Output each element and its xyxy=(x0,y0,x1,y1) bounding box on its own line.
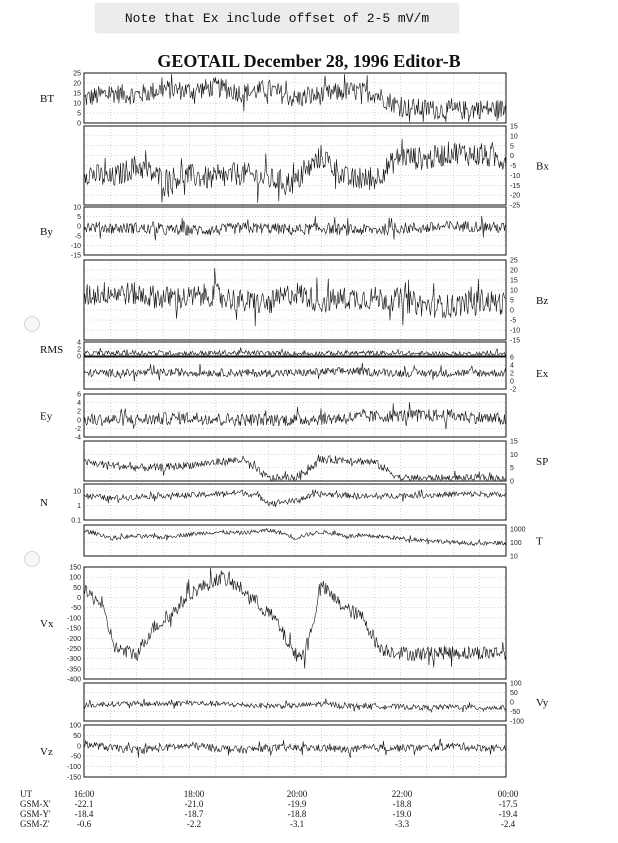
tick-label: 20 xyxy=(510,267,518,275)
tick-label: 0 xyxy=(510,478,514,486)
panel-grid xyxy=(84,525,506,556)
tick-label: 10 xyxy=(73,100,81,108)
tick-label: -4 xyxy=(74,434,81,442)
tick-label: -15 xyxy=(510,182,521,190)
axis-row-value: -3.3 xyxy=(394,819,410,829)
tick-label: 6 xyxy=(510,354,514,362)
panel-label: Ex xyxy=(536,368,549,380)
tick-label: 5 xyxy=(77,214,81,222)
series-line xyxy=(84,490,506,508)
tick-label: -25 xyxy=(510,202,521,210)
axis-row-value: 22:00 xyxy=(391,789,413,799)
tick-label: 20 xyxy=(73,80,81,88)
series-line xyxy=(84,139,506,203)
tick-label: 0 xyxy=(77,417,81,425)
tick-label: 2 xyxy=(77,408,81,416)
tick-label: 15 xyxy=(510,277,518,285)
x-axis-table xyxy=(20,789,519,829)
tick-label: 25 xyxy=(73,70,81,78)
tick-label: 10 xyxy=(510,287,518,295)
panel-grid xyxy=(84,441,506,481)
axis-row-value: -19.0 xyxy=(392,809,412,819)
tick-label: -350 xyxy=(66,666,81,674)
tick-label: 0 xyxy=(77,120,81,128)
tick-label: -5 xyxy=(510,163,517,170)
tick-label: -100 xyxy=(66,764,81,772)
chart-title: GEOTAIL December 28, 1996 Editor-B xyxy=(157,51,461,71)
tick-label: 1 xyxy=(77,502,81,510)
panel-label: Bx xyxy=(536,160,549,173)
axis-row-value: -18.7 xyxy=(184,809,204,819)
tick-label: -50 xyxy=(70,753,81,761)
tick-label: -5 xyxy=(74,233,81,241)
tick-label: 15 xyxy=(510,438,518,446)
panel-ex xyxy=(84,355,549,394)
tick-label: 0 xyxy=(77,223,81,231)
panel-label: RMS xyxy=(40,344,64,356)
tick-label: 1000 xyxy=(510,526,526,534)
tick-label: 0 xyxy=(77,353,81,361)
tick-label: 5 xyxy=(77,110,81,118)
panel-ey xyxy=(40,392,506,442)
tick-label: 10 xyxy=(510,553,518,561)
panel-label: SP xyxy=(536,456,549,468)
tick-label: 4 xyxy=(77,339,81,347)
panel-t xyxy=(84,525,543,561)
panel-grid xyxy=(84,260,506,340)
tick-label: 2 xyxy=(77,346,81,354)
tick-label: 0 xyxy=(77,595,81,603)
axis-row-value: -2.2 xyxy=(186,819,202,829)
tick-label: 150 xyxy=(69,564,81,572)
tick-label: 6 xyxy=(77,391,81,399)
tick-label: -150 xyxy=(66,774,81,782)
panel-vy xyxy=(84,681,549,726)
tick-label: -2 xyxy=(510,386,517,394)
tick-label: -10 xyxy=(510,172,521,180)
tick-label: 100 xyxy=(510,680,522,688)
panel-bx xyxy=(84,124,549,210)
offset-note: Note that Ex include offset of 2-5 mV/m xyxy=(96,4,458,32)
tick-label: 50 xyxy=(73,584,81,592)
tick-label: 10 xyxy=(73,204,81,212)
tick-label: -15 xyxy=(510,337,521,345)
tick-label: -50 xyxy=(70,605,81,613)
tick-label: 0 xyxy=(510,699,514,707)
panel-n xyxy=(40,484,506,525)
tick-label: 100 xyxy=(69,574,81,582)
panel-label: T xyxy=(536,535,543,548)
axis-row-label: GSM-X' xyxy=(20,799,51,809)
axis-row-value: -3.1 xyxy=(289,819,305,829)
tick-label: 5 xyxy=(510,143,514,151)
axis-row-value: -2.4 xyxy=(500,819,516,829)
tick-label: -20 xyxy=(510,192,521,200)
axis-row-value: 16:00 xyxy=(73,789,95,799)
panel-by xyxy=(40,205,506,260)
panel-sp xyxy=(84,439,548,486)
tick-label: 0 xyxy=(77,743,81,751)
tick-label: -5 xyxy=(510,317,517,325)
tick-label: -150 xyxy=(66,625,81,633)
panel-label: BT xyxy=(40,93,55,105)
axis-row-value: -22.1 xyxy=(74,799,94,809)
tick-label: -50 xyxy=(510,709,521,716)
tick-label: -400 xyxy=(66,676,81,684)
tick-label: 4 xyxy=(510,362,514,370)
tick-label: -15 xyxy=(70,252,81,260)
tick-label: 10 xyxy=(510,133,518,141)
tick-label: 0 xyxy=(510,307,514,315)
tick-label: -250 xyxy=(66,645,81,653)
axis-row-value: -21.0 xyxy=(184,799,204,809)
axis-row-value: -18.8 xyxy=(287,809,307,819)
tick-label: 2 xyxy=(510,370,514,378)
axis-row-label: UT xyxy=(20,789,32,799)
tick-label: 5 xyxy=(510,297,514,305)
tick-label: 0 xyxy=(510,153,514,161)
axis-row-value: -19.9 xyxy=(287,799,307,809)
panel-label: Vz xyxy=(40,746,53,758)
panel-label: By xyxy=(40,226,53,238)
panel-grid xyxy=(84,567,506,679)
tick-label: 10 xyxy=(73,488,81,496)
axis-row-value: -0.6 xyxy=(76,819,92,829)
tick-label: 0 xyxy=(510,378,514,386)
panel-bt xyxy=(40,71,506,128)
tick-label: -300 xyxy=(66,656,81,664)
panel-label: Vy xyxy=(536,697,549,709)
tick-label: -100 xyxy=(66,615,81,623)
panel-label: Bz xyxy=(536,295,549,307)
panel-label: N xyxy=(40,497,48,509)
tick-label: 100 xyxy=(510,540,522,548)
tick-label: 0.1 xyxy=(71,517,81,525)
tick-label: -10 xyxy=(70,242,81,250)
tick-label: 50 xyxy=(73,732,81,740)
axis-row-value: -18.4 xyxy=(74,809,94,819)
panel-frame xyxy=(84,567,506,679)
axis-row-value: 00:00 xyxy=(497,789,519,799)
series-line xyxy=(84,455,506,481)
axis-row-value: -18.8 xyxy=(392,799,412,809)
tick-label: 15 xyxy=(510,123,518,131)
panel-grid xyxy=(84,683,506,721)
tick-label: 15 xyxy=(73,90,81,98)
panel-vx xyxy=(40,565,506,684)
tick-label: 100 xyxy=(69,722,81,730)
panel-bz xyxy=(84,258,548,345)
axis-row-label: GSM-Z' xyxy=(20,819,50,829)
axis-row-value: -19.4 xyxy=(498,809,518,819)
panel-label: Ey xyxy=(40,410,53,423)
panel-vz xyxy=(40,723,506,782)
axis-row-label: GSM-Y' xyxy=(20,809,51,819)
axis-row-value: 18:00 xyxy=(183,789,205,799)
tick-label: -10 xyxy=(510,327,521,335)
tick-label: -2 xyxy=(74,425,81,433)
tick-label: 5 xyxy=(510,465,514,473)
tick-label: 10 xyxy=(510,451,518,459)
tick-label: 4 xyxy=(77,400,81,408)
axis-row-value: 20:00 xyxy=(286,789,308,799)
tick-label: 50 xyxy=(510,690,518,697)
tick-label: 25 xyxy=(510,257,518,265)
panel-grid xyxy=(84,484,506,520)
axis-row-value: -17.5 xyxy=(498,799,518,809)
tick-label: -200 xyxy=(66,635,81,643)
panel-label: Vx xyxy=(40,618,54,630)
tick-label: -100 xyxy=(510,718,525,726)
